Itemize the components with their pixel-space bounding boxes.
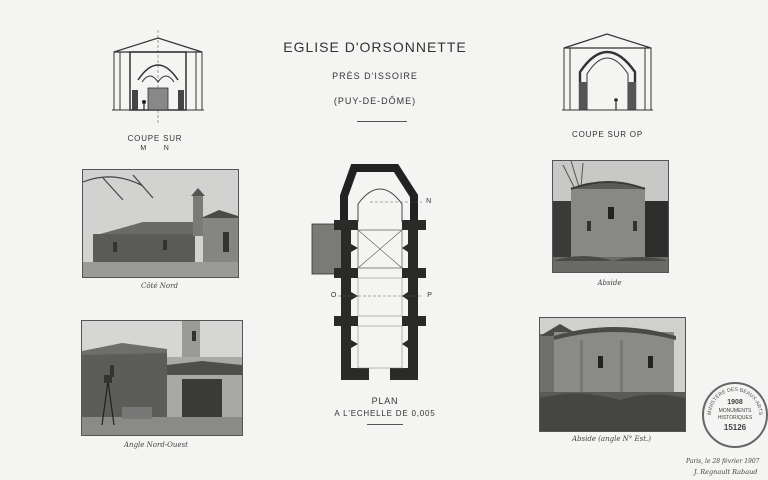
photo-apse-northeast xyxy=(539,317,686,432)
department-label: (PUY-DE-DÔME) xyxy=(333,96,417,106)
photo-northwest-angle xyxy=(81,320,243,436)
photo-north-side-caption: Côté Nord xyxy=(141,282,178,290)
ministry-stamp xyxy=(702,382,768,448)
plan-mark-o: O xyxy=(330,292,338,299)
section-op-caption: COUPE SUR OP xyxy=(572,130,643,139)
plan-caption: PLAN xyxy=(371,396,399,406)
stamp-line2: HISTORIQUES xyxy=(717,415,753,421)
section-mn-drawing xyxy=(108,30,208,125)
signature-name: J. Regnault Rabaud xyxy=(694,468,758,476)
floor-plan-drawing xyxy=(310,162,440,384)
photo-northwest-caption: Angle Nord-Ouest xyxy=(124,441,188,449)
plan-mark-n: N xyxy=(426,198,432,205)
plan-underline xyxy=(367,424,403,425)
title-underline xyxy=(357,121,407,122)
page-subtitle: PRÈS D'ISSOIRE xyxy=(332,71,418,81)
section-op-drawing xyxy=(560,30,655,115)
stamp-year: 1908 xyxy=(727,399,743,406)
plan-scale: A L'ECHELLE DE 0,005 xyxy=(334,409,436,418)
plan-mark-p: P xyxy=(427,292,433,299)
photo-apse xyxy=(552,160,669,273)
photo-apse-northeast-caption: Abside (angle N° Est.) xyxy=(571,435,652,443)
section-mn-caption: COUPE SUR xyxy=(127,134,183,143)
signature-date: Paris, le 28 février 1907 xyxy=(686,458,760,465)
photo-apse-caption: Abside xyxy=(597,279,622,287)
photo-north-side xyxy=(82,169,239,278)
stamp-number: 15126 xyxy=(723,423,747,432)
section-mn-marks: M N xyxy=(140,145,170,152)
page-title: EGLISE D'ORSONNETTE xyxy=(283,39,467,55)
stamp-ring-text: MINISTÈRE DES BEAUX-ARTS xyxy=(706,386,764,416)
stamp-line1: MONUMENTS xyxy=(718,408,752,414)
